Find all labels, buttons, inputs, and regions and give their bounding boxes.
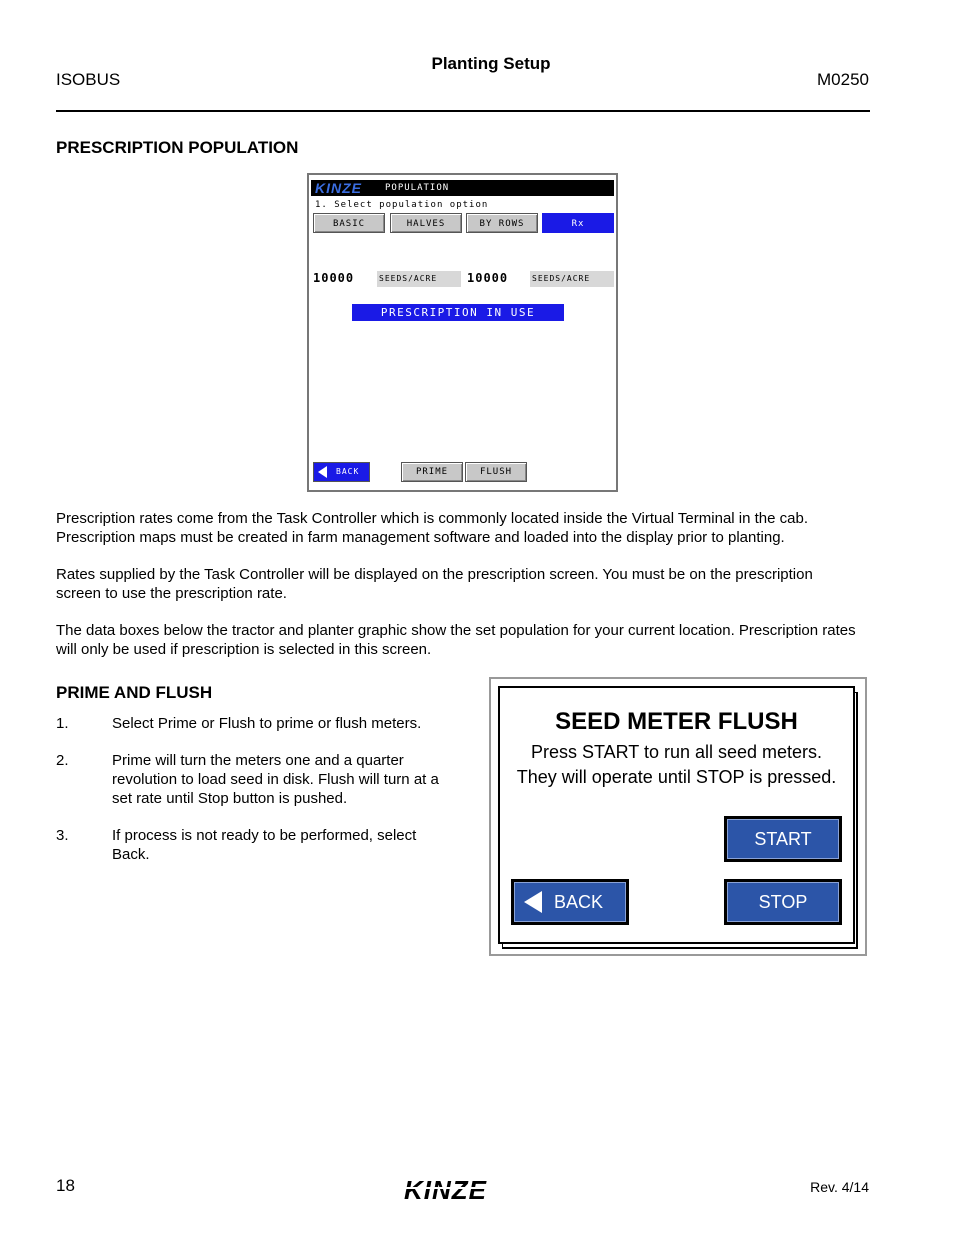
back-arrow-icon	[524, 891, 542, 913]
flush-description-line1: Press START to run all seed meters.	[530, 742, 823, 762]
kinze-logo-small: KINZE	[315, 180, 362, 196]
right-population-unit: SEEDS/ACRE	[530, 271, 614, 287]
list-item	[56, 826, 446, 864]
list-item-number: 2.	[56, 752, 69, 769]
header-title: Planting Setup	[431, 54, 551, 73]
paragraph-rates-supplied: Rates supplied by the Task Controller will be displayed on the prescription screen. You must be on the prescription screen to use the prescription rate.	[56, 566, 813, 602]
revision: Rev. 4/14	[810, 1179, 869, 1195]
right-population-value: 10000	[467, 271, 509, 285]
paragraph-data-boxes: The data boxes below the tractor and planter graphic show the set population for your current location. Prescription rates will only be used if prescription is selected in this screen.	[56, 622, 856, 658]
tab-rx[interactable]: Rx	[542, 213, 614, 233]
flush-title: SEED METER FLUSH	[555, 708, 798, 735]
prescription-status-badge: PRESCRIPTION IN USE	[352, 304, 564, 321]
back-button[interactable]	[313, 462, 370, 482]
stop-button[interactable]: STOP	[724, 879, 842, 925]
page-number: 18	[56, 1176, 75, 1195]
population-screen	[307, 173, 618, 492]
prime-flush-steps	[56, 714, 456, 882]
list-item-text: Prime will turn the meters one and a quarter revolution to load seed in disk. Flush will turn at a set rate until Stop button is pushed.	[112, 752, 439, 807]
tab-basic[interactable]: BASIC	[313, 213, 385, 233]
tab-halves[interactable]: HALVES	[390, 213, 462, 233]
flush-panel	[498, 686, 855, 944]
population-title: POPULATION	[385, 183, 450, 193]
list-item-text: If process is not ready to be performed, select Back.	[112, 827, 417, 863]
flush-back-button[interactable]	[511, 879, 629, 925]
population-title-bar	[311, 180, 614, 196]
section-title-prime-flush: PRIME AND FLUSH	[56, 683, 213, 702]
kinze-logo-text: KINZE	[404, 1175, 487, 1204]
list-item-text: Select Prime or Flush to prime or flush meters.	[112, 715, 422, 732]
flush-back-label: BACK	[554, 892, 604, 912]
kinze-logo	[402, 1174, 524, 1209]
list-item-number: 3.	[56, 827, 69, 844]
population-instruction: 1. Select population option	[315, 200, 489, 210]
tab-by-rows[interactable]: BY ROWS	[466, 213, 538, 233]
list-item-number: 1.	[56, 715, 69, 732]
flush-button[interactable]: FLUSH	[465, 462, 527, 482]
prime-button[interactable]: PRIME	[401, 462, 463, 482]
left-population-unit: SEEDS/ACRE	[377, 271, 461, 287]
paragraph-task-controller: Prescription rates come from the Task Controller which is commonly located inside the Virtual Terminal in the cab. Prescription maps must be created in farm management software and loaded into the display prior to planting.	[56, 510, 808, 546]
header-divider	[56, 110, 870, 112]
left-population-value: 10000	[313, 271, 355, 285]
flush-description-line2: They will operate until STOP is pressed.	[516, 767, 837, 787]
section-title-prescription: PRESCRIPTION POPULATION	[56, 138, 299, 157]
flush-description	[500, 740, 853, 790]
start-button[interactable]: START	[724, 816, 842, 862]
seed-meter-flush-screen	[489, 677, 867, 956]
back-arrow-icon	[318, 466, 327, 478]
header-left: ISOBUS	[56, 70, 121, 89]
back-button-label: BACK	[336, 467, 360, 476]
list-item	[56, 714, 456, 733]
header-doc-number: M0250	[817, 70, 869, 89]
list-item	[56, 751, 456, 808]
